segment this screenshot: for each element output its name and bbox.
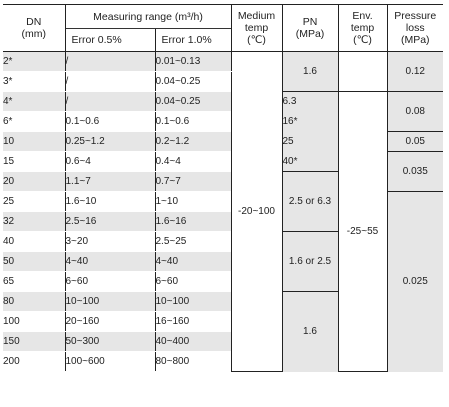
error-05-cell: 3~20 <box>65 232 155 252</box>
pn-label: PN <box>302 16 318 28</box>
error-05-cell: 20~160 <box>65 312 155 332</box>
dn-cell: 150 <box>3 332 65 352</box>
dn-cell: 4* <box>3 92 65 112</box>
measuring-range-header: Measuring range (m³/h) <box>65 5 231 29</box>
dn-cell: 80 <box>3 292 65 312</box>
env-temp-value: -25~55 <box>338 92 387 372</box>
error-05-cell: 4~40 <box>65 252 155 272</box>
pn-value: 6.3 <box>282 92 338 112</box>
error-10-cell: 80~800 <box>155 352 231 372</box>
error-05-header: Error 0.5% <box>65 29 155 52</box>
dn-cell: 200 <box>3 352 65 372</box>
pressure-loss-value: 0.08 <box>387 92 443 132</box>
error-05-cell: 6~60 <box>65 272 155 292</box>
error-10-cell: 16~160 <box>155 312 231 332</box>
pn-value: 1.6 <box>282 292 338 372</box>
error-10-cell: 0.04~0.25 <box>155 92 231 112</box>
error-05-cell: 10~100 <box>65 292 155 312</box>
pn-value: 2.5 or 6.3 <box>282 172 338 232</box>
pressure-loss-value: 0.12 <box>387 52 443 92</box>
error-05-cell: 0.1~0.6 <box>65 112 155 132</box>
dn-cell: 65 <box>3 272 65 292</box>
pn-value: 25 <box>282 132 338 152</box>
error-05-cell: / <box>65 92 155 112</box>
spec-table-container <box>3 4 443 401</box>
pressure-loss-label-2: loss <box>405 22 425 34</box>
pn-value: 1.6 <box>282 52 338 92</box>
error-10-cell: 40~400 <box>155 332 231 352</box>
dn-header-label: DN <box>26 16 42 28</box>
pn-value: 16* <box>282 112 338 132</box>
pressure-loss-value: 0.035 <box>387 152 443 192</box>
error-10-cell: 10~100 <box>155 292 231 312</box>
error-05-cell: 2.5~16 <box>65 212 155 232</box>
error-05-cell: 1.1~7 <box>65 172 155 192</box>
env-temp-blank <box>338 52 387 92</box>
medium-temp-unit: (℃) <box>247 34 266 46</box>
dn-cell: 100 <box>3 312 65 332</box>
pn-header <box>282 5 338 52</box>
dn-header <box>3 5 65 52</box>
pn-unit: (MPa) <box>295 28 325 40</box>
error-10-cell: 6~60 <box>155 272 231 292</box>
dn-cell: 40 <box>3 232 65 252</box>
dn-cell: 15 <box>3 152 65 172</box>
error-10-cell: 2.5~25 <box>155 232 231 252</box>
error-10-cell: 0.2~1.2 <box>155 132 231 152</box>
medium-temp-label: Medium <box>237 10 276 22</box>
env-temp-label-2: temp <box>350 22 375 34</box>
error-10-cell: 0.4~4 <box>155 152 231 172</box>
error-05-cell: / <box>65 72 155 92</box>
pressure-loss-value: 0.05 <box>387 132 443 152</box>
pressure-loss-value: 0.025 <box>387 192 443 372</box>
error-10-cell: 0.7~7 <box>155 172 231 192</box>
dn-header-unit: (mm) <box>21 28 46 40</box>
dn-cell: 3* <box>3 72 65 92</box>
error-05-cell: 0.6~4 <box>65 152 155 172</box>
table-row <box>3 92 443 112</box>
pressure-loss-header <box>387 5 443 52</box>
dn-cell: 32 <box>3 212 65 232</box>
medium-temp-value: -20~100 <box>231 52 282 372</box>
pn-value: 1.6 or 2.5 <box>282 232 338 292</box>
error-05-cell: 1.6~10 <box>65 192 155 212</box>
pressure-loss-unit: (MPa) <box>400 34 430 46</box>
dn-cell: 50 <box>3 252 65 272</box>
flowmeter-spec-table <box>3 4 443 372</box>
pressure-loss-label: Pressure <box>394 10 437 22</box>
pn-value: 40* <box>282 152 338 172</box>
table-row <box>3 52 443 72</box>
dn-cell: 20 <box>3 172 65 192</box>
error-10-cell: 0.01~0.13 <box>155 52 231 72</box>
error-10-header: Error 1.0% <box>155 29 231 52</box>
error-10-cell: 1.6~16 <box>155 212 231 232</box>
error-05-cell: 100~600 <box>65 352 155 372</box>
medium-temp-label-2: temp <box>244 22 269 34</box>
medium-temp-header <box>231 5 282 52</box>
error-10-cell: 0.1~0.6 <box>155 112 231 132</box>
dn-cell: 6* <box>3 112 65 132</box>
dn-cell: 2* <box>3 52 65 72</box>
error-05-cell: / <box>65 52 155 72</box>
env-temp-label: Env. <box>352 10 373 22</box>
error-10-cell: 4~40 <box>155 252 231 272</box>
dn-cell: 25 <box>3 192 65 212</box>
env-temp-unit: (℃) <box>353 34 372 46</box>
error-05-cell: 0.25~1.2 <box>65 132 155 152</box>
error-10-cell: 0.04~0.25 <box>155 72 231 92</box>
error-10-cell: 1~10 <box>155 192 231 212</box>
dn-cell: 10 <box>3 132 65 152</box>
error-05-cell: 50~300 <box>65 332 155 352</box>
env-temp-header <box>338 5 387 52</box>
